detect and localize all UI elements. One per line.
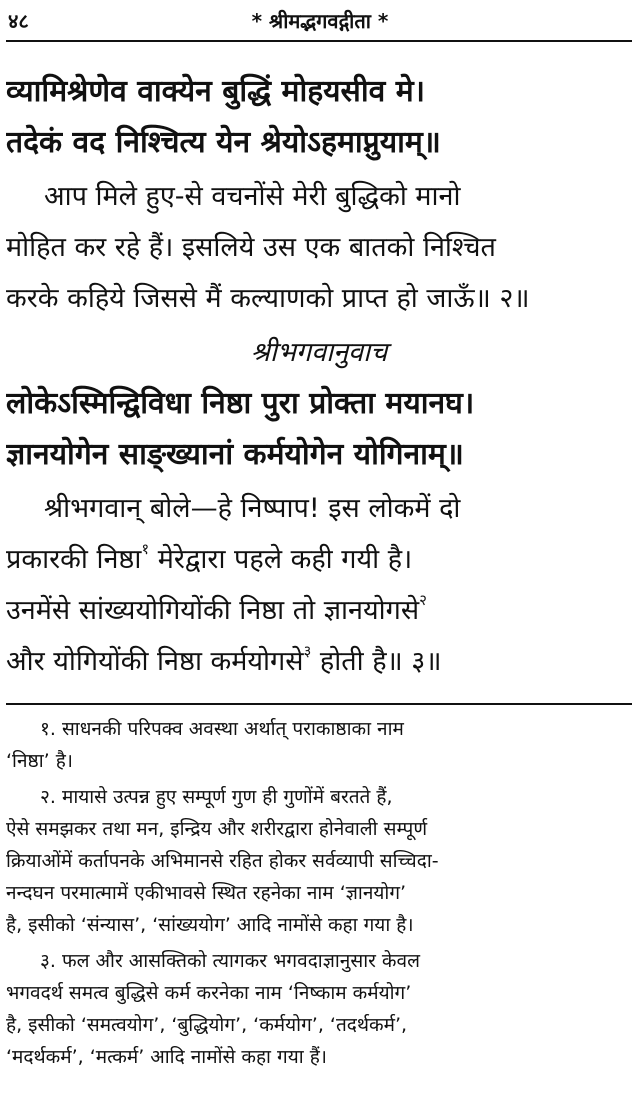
translation-text: उनमेंसे सांख्ययोगियोंकी निष्ठा तो ज्ञानयोगसे [6,595,420,626]
translation-line [6,591,632,631]
footnote-line: नन्दघन परमात्मामें एकीभावसे स्थित रहनेका नाम ‘ज्ञानयोग’ [6,882,407,904]
translation-text: और योगियोंकी निष्ठा कर्मयोगसे [6,646,304,677]
verse-line: व्यामिश्रेणेव वाक्येन बुद्धिं मोहयसीव मे। [6,74,426,109]
translation-line: श्रीभगवान् बोले—हे निष्पाप! इस लोकमें दो [44,493,461,524]
footnote-line: ‘मदर्थकर्म’, ‘मत्कर्म’ आदि नामोंसे कहा गया हैं। [6,1046,327,1068]
translation-text: होती है॥ ३॥ [311,646,442,677]
verse-line: लोकेऽस्मिन्द्विविधा निष्ठा पुरा प्रोक्ता मयानघ। [6,386,475,421]
page-header [8,6,632,36]
footnote-line: ३. फल और आसक्तिको त्यागकर भगवदाज्ञानुसार केवल [40,950,420,972]
footnote-line: १. साधनकी परिपक्व अवस्था अर्थात् पराकाष्ठाका नाम [40,718,404,740]
verse-line: ज्ञानयोगेन साङ्ख्यानां कर्मयोगेन योगिनाम्॥ [6,437,464,472]
translation-text: प्रकारकी निष्ठा [6,544,142,575]
translation-text: मेरेद्वारा पहले कही गयी है। [149,544,413,575]
translation-line [6,642,632,682]
footnote-line: ऐसे समझकर तथा मन, इन्द्रिय और शरीरद्वारा होनेवाली सम्पूर्ण [6,818,428,840]
footnote-marker: २ [419,591,427,609]
translation-line: आप मिले हुए-से वचनोंसे मेरी बुद्धिको मानो [44,181,461,212]
running-title: * श्रीमद्भगवद्गीता * [251,9,389,33]
speaker-heading: श्रीभगवानुवाच [250,337,388,368]
header-rule [6,40,632,42]
footnote-line: ‘निष्ठा’ है। [6,750,73,772]
translation-line: मोहित कर रहे हैं। इसलिये उस एक बातको निश्चित [6,232,496,263]
verse-line: तदेकं वद निश्चित्य येन श्रेयोऽहमाप्नुयाम्॥ [6,125,441,160]
footnote-rule [6,703,632,705]
footnote-line: है, इसीको ‘समत्वयोग’, ‘बुद्धियोग’, ‘कर्मयोग’, ‘तदर्थकर्म’, [6,1014,408,1036]
footnote-line: क्रियाओंमें कर्तापनके अभिमानसे रहित होकर सर्वव्यापी सच्चिदा- [6,850,439,872]
page-number: ४८ [8,9,29,33]
footnote-line: २. मायासे उत्पन्न हुए सम्पूर्ण गुण ही गुणोंमें बरतते हैं, [40,786,393,808]
footnote-line: भगवदर्थ समत्व बुद्धिसे कर्म करनेका नाम ‘निष्काम कर्मयोग’ [6,982,412,1004]
footnote-line: है, इसीको ‘संन्यास’, ‘सांख्ययोग’ आदि नामोंसे कहा गया है। [6,914,414,936]
footnote-marker: १ [141,540,150,558]
translation-line: करके कहिये जिससे मैं कल्याणको प्राप्त हो जाऊँ॥ २॥ [6,283,530,314]
footnote-marker: ३ [303,642,312,660]
translation-line [6,540,632,580]
